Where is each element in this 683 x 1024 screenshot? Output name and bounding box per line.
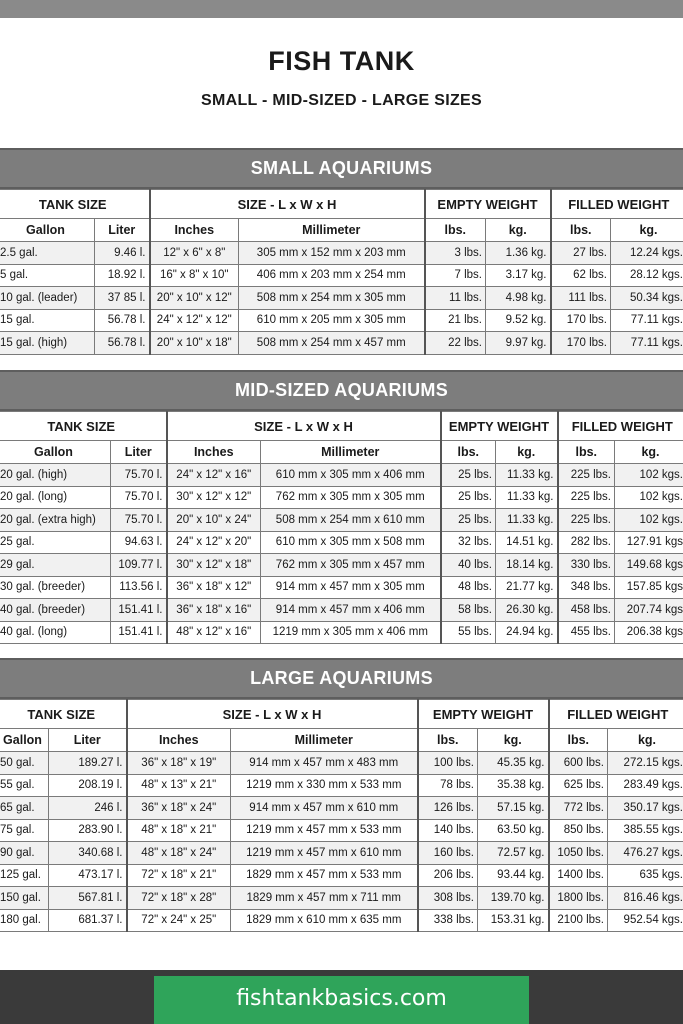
millimeter-cell: 1219 mm x 305 mm x 406 mm: [261, 621, 441, 644]
filled-lbs-cell: 62 lbs.: [551, 264, 611, 287]
tank-size-header: TANK SIZE: [0, 412, 167, 441]
filled-kg-cell: 476.27 kgs.: [608, 842, 683, 865]
liter-cell: 681.37 l.: [49, 909, 127, 932]
filled-kg-cell: 283.49 kgs.: [608, 774, 683, 797]
empty-lbs-cell: 25 lbs.: [441, 486, 496, 509]
inches-header: Inches: [150, 219, 239, 242]
empty-lbs-cell: 22 lbs.: [425, 332, 486, 355]
empty-lbs-cell: 25 lbs.: [441, 509, 496, 532]
empty-kg-cell: 153.31 kg.: [478, 909, 549, 932]
filled-lbs-cell: 282 lbs.: [558, 531, 615, 554]
empty-lbs-cell: 126 lbs.: [418, 797, 478, 820]
filled-lbs-cell: 27 lbs.: [551, 242, 611, 265]
filled-kg-cell: 272.15 kgs.: [608, 752, 683, 775]
filled-weight-header: FILLED WEIGHT: [549, 700, 683, 729]
millimeter-header: Millimeter: [231, 729, 418, 752]
liter-cell: 113.56 l.: [111, 576, 167, 599]
empty-lbs-cell: 21 lbs.: [425, 309, 486, 332]
filled-kg-cell: 28.12 kgs.: [611, 264, 683, 287]
filled-lbs-cell: 1400 lbs.: [549, 864, 608, 887]
inches-header: Inches: [127, 729, 231, 752]
table-row: [0, 599, 683, 622]
gallon-cell: 75 gal.: [0, 819, 49, 842]
millimeter-cell: 406 mm x 203 mm x 254 mm: [239, 264, 425, 287]
inches-cell: 48" x 18" x 24": [127, 842, 231, 865]
table-row: [0, 287, 683, 310]
empty-weight-header: EMPTY WEIGHT: [425, 190, 551, 219]
liter-cell: 151.41 l.: [111, 621, 167, 644]
empty-kg-cell: 11.33 kg.: [496, 464, 558, 487]
empty-kg-cell: 18.14 kg.: [496, 554, 558, 577]
inches-cell: 16" x 8" x 10": [150, 264, 239, 287]
gallon-cell: 30 gal. (breeder): [0, 576, 111, 599]
filled-kg-cell: 149.68 kgs: [615, 554, 683, 577]
section-large-aquariums: [0, 658, 683, 932]
millimeter-cell: 914 mm x 457 mm x 483 mm: [231, 752, 418, 775]
liter-cell: 189.27 l.: [49, 752, 127, 775]
kg-header: kg.: [496, 441, 558, 464]
tank-size-header: TANK SIZE: [0, 190, 150, 219]
filled-lbs-cell: 225 lbs.: [558, 486, 615, 509]
liter-cell: 75.70 l.: [111, 464, 167, 487]
inches-cell: 24" x 12" x 20": [167, 531, 261, 554]
liter-cell: 75.70 l.: [111, 509, 167, 532]
gallon-cell: 2.5 gal.: [0, 242, 95, 265]
empty-kg-cell: 139.70 kg.: [478, 887, 549, 910]
empty-lbs-cell: 338 lbs.: [418, 909, 478, 932]
inches-cell: 36" x 18" x 19": [127, 752, 231, 775]
millimeter-cell: 762 mm x 305 mm x 457 mm: [261, 554, 441, 577]
inches-cell: 30" x 12" x 12": [167, 486, 261, 509]
table-row: [0, 752, 683, 775]
inches-cell: 72" x 18" x 28": [127, 887, 231, 910]
empty-lbs-cell: 140 lbs.: [418, 819, 478, 842]
gallon-cell: 65 gal.: [0, 797, 49, 820]
table-row: [0, 864, 683, 887]
empty-lbs-cell: 11 lbs.: [425, 287, 486, 310]
empty-lbs-cell: 78 lbs.: [418, 774, 478, 797]
filled-lbs-cell: 330 lbs.: [558, 554, 615, 577]
filled-kg-cell: 207.74 kgs: [615, 599, 683, 622]
millimeter-header: Millimeter: [261, 441, 441, 464]
inches-cell: 48" x 18" x 21": [127, 819, 231, 842]
empty-lbs-cell: 32 lbs.: [441, 531, 496, 554]
filled-kg-cell: 77.11 kgs.: [611, 309, 683, 332]
kg-header: kg.: [608, 729, 683, 752]
filled-lbs-cell: 455 lbs.: [558, 621, 615, 644]
inches-cell: 24" x 12" x 12": [150, 309, 239, 332]
empty-kg-cell: 11.33 kg.: [496, 486, 558, 509]
millimeter-cell: 610 mm x 205 mm x 305 mm: [239, 309, 425, 332]
site-link[interactable]: fishtankbasics.com: [154, 976, 529, 1024]
table-row: [0, 819, 683, 842]
gallon-cell: 50 gal.: [0, 752, 49, 775]
gallon-cell: 29 gal.: [0, 554, 111, 577]
liter-cell: 246 l.: [49, 797, 127, 820]
inches-cell: 20" x 10" x 12": [150, 287, 239, 310]
empty-lbs-cell: 160 lbs.: [418, 842, 478, 865]
filled-kg-cell: 127.91 kgs: [615, 531, 683, 554]
empty-lbs-cell: 206 lbs.: [418, 864, 478, 887]
inches-cell: 30" x 12" x 18": [167, 554, 261, 577]
inches-cell: 12" x 6" x 8": [150, 242, 239, 265]
empty-kg-cell: 14.51 kg.: [496, 531, 558, 554]
gallon-cell: 15 gal. (high): [0, 332, 95, 355]
lbs-header: lbs.: [425, 219, 486, 242]
millimeter-cell: 1829 mm x 457 mm x 711 mm: [231, 887, 418, 910]
liter-cell: 56.78 l.: [95, 309, 150, 332]
filled-lbs-cell: 1800 lbs.: [549, 887, 608, 910]
millimeter-cell: 610 mm x 305 mm x 508 mm: [261, 531, 441, 554]
millimeter-cell: 1219 mm x 330 mm x 533 mm: [231, 774, 418, 797]
inches-cell: 48" x 12" x 16": [167, 621, 261, 644]
millimeter-cell: 305 mm x 152 mm x 203 mm: [239, 242, 425, 265]
dimensions-header: SIZE - L x W x H: [167, 412, 441, 441]
table-row: [0, 464, 683, 487]
table-row: [0, 621, 683, 644]
filled-lbs-cell: 170 lbs.: [551, 332, 611, 355]
millimeter-cell: 508 mm x 254 mm x 305 mm: [239, 287, 425, 310]
empty-kg-cell: 45.35 kg.: [478, 752, 549, 775]
empty-kg-cell: 4.98 kg.: [486, 287, 551, 310]
liter-cell: 9.46 l.: [95, 242, 150, 265]
empty-lbs-cell: 58 lbs.: [441, 599, 496, 622]
liter-cell: 340.68 l.: [49, 842, 127, 865]
table-row: [0, 242, 683, 265]
gallon-cell: 5 gal.: [0, 264, 95, 287]
large-aquariums-table: [0, 699, 683, 932]
filled-lbs-cell: 850 lbs.: [549, 819, 608, 842]
table-row: [0, 774, 683, 797]
liter-cell: 567.81 l.: [49, 887, 127, 910]
table-row: [0, 509, 683, 532]
lbs-header: lbs.: [558, 441, 615, 464]
filled-lbs-cell: 1050 lbs.: [549, 842, 608, 865]
filled-lbs-cell: 111 lbs.: [551, 287, 611, 310]
table-row: [0, 309, 683, 332]
gallon-cell: 10 gal. (leader): [0, 287, 95, 310]
filled-kg-cell: 102 kgs.: [615, 509, 683, 532]
empty-lbs-cell: 308 lbs.: [418, 887, 478, 910]
gallon-cell: 125 gal.: [0, 864, 49, 887]
millimeter-cell: 1219 mm x 457 mm x 533 mm: [231, 819, 418, 842]
inches-cell: 36" x 18" x 24": [127, 797, 231, 820]
page-title: FISH TANK: [268, 46, 415, 76]
filled-kg-cell: 206.38 kgs: [615, 621, 683, 644]
kg-header: kg.: [478, 729, 549, 752]
filled-kg-cell: 157.85 kgs: [615, 576, 683, 599]
millimeter-cell: 1829 mm x 457 mm x 533 mm: [231, 864, 418, 887]
table-row: [0, 887, 683, 910]
filled-weight-header: FILLED WEIGHT: [558, 412, 683, 441]
empty-weight-header: EMPTY WEIGHT: [441, 412, 558, 441]
empty-kg-cell: 57.15 kg.: [478, 797, 549, 820]
kg-header: kg.: [611, 219, 683, 242]
gallon-cell: 25 gal.: [0, 531, 111, 554]
millimeter-cell: 914 mm x 457 mm x 305 mm: [261, 576, 441, 599]
millimeter-cell: 610 mm x 305 mm x 406 mm: [261, 464, 441, 487]
liter-cell: 283.90 l.: [49, 819, 127, 842]
gallon-cell: 55 gal.: [0, 774, 49, 797]
liter-cell: 37 85 l.: [95, 287, 150, 310]
empty-lbs-cell: 48 lbs.: [441, 576, 496, 599]
millimeter-cell: 914 mm x 457 mm x 406 mm: [261, 599, 441, 622]
filled-kg-cell: 102 kgs.: [615, 486, 683, 509]
filled-kg-cell: 102 kgs.: [615, 464, 683, 487]
empty-kg-cell: 3.17 kg.: [486, 264, 551, 287]
empty-kg-cell: 26.30 kg.: [496, 599, 558, 622]
table-row: [0, 264, 683, 287]
liter-header: Liter: [49, 729, 127, 752]
kg-header: kg.: [615, 441, 683, 464]
empty-kg-cell: 21.77 kg.: [496, 576, 558, 599]
empty-kg-cell: 11.33 kg.: [496, 509, 558, 532]
gallon-cell: 15 gal.: [0, 309, 95, 332]
inches-cell: 48" x 13" x 21": [127, 774, 231, 797]
inches-cell: 20" x 10" x 18": [150, 332, 239, 355]
gallon-cell: 150 gal.: [0, 887, 49, 910]
top-bar: [0, 0, 683, 18]
millimeter-cell: 1829 mm x 610 mm x 635 mm: [231, 909, 418, 932]
empty-lbs-cell: 3 lbs.: [425, 242, 486, 265]
table-row: [0, 909, 683, 932]
table-row: [0, 842, 683, 865]
filled-kg-cell: 12.24 kgs.: [611, 242, 683, 265]
gallon-header: Gallon: [0, 219, 95, 242]
small-aquariums-table: [0, 189, 683, 355]
filled-kg-cell: 952.54 kgs.: [608, 909, 683, 932]
filled-lbs-cell: 458 lbs.: [558, 599, 615, 622]
filled-kg-cell: 816.46 kgs.: [608, 887, 683, 910]
table-row: [0, 486, 683, 509]
filled-lbs-cell: 600 lbs.: [549, 752, 608, 775]
liter-header: Liter: [111, 441, 167, 464]
filled-lbs-cell: 170 lbs.: [551, 309, 611, 332]
filled-lbs-cell: 348 lbs.: [558, 576, 615, 599]
gallon-cell: 90 gal.: [0, 842, 49, 865]
empty-lbs-cell: 55 lbs.: [441, 621, 496, 644]
table-row: [0, 797, 683, 820]
inches-header: Inches: [167, 441, 261, 464]
liter-header: Liter: [95, 219, 150, 242]
section-title: LARGE AQUARIUMS: [0, 658, 683, 699]
table-row: [0, 576, 683, 599]
gallon-cell: 20 gal. (extra high): [0, 509, 111, 532]
gallon-header: Gallon: [0, 729, 49, 752]
inches-cell: 36" x 18" x 12": [167, 576, 261, 599]
lbs-header: lbs.: [549, 729, 608, 752]
inches-cell: 24" x 12" x 16": [167, 464, 261, 487]
gallon-cell: 40 gal. (breeder): [0, 599, 111, 622]
filled-kg-cell: 350.17 kgs.: [608, 797, 683, 820]
section-small-aquariums: [0, 148, 683, 355]
inches-cell: 36" x 18" x 16": [167, 599, 261, 622]
empty-lbs-cell: 100 lbs.: [418, 752, 478, 775]
filled-lbs-cell: 225 lbs.: [558, 509, 615, 532]
dimensions-header: SIZE - L x W x H: [150, 190, 425, 219]
section-title: SMALL AQUARIUMS: [0, 148, 683, 189]
empty-kg-cell: 63.50 kg.: [478, 819, 549, 842]
gallon-cell: 180 gal.: [0, 909, 49, 932]
mid-sized-aquariums-table: [0, 411, 683, 644]
kg-header: kg.: [486, 219, 551, 242]
filled-kg-cell: 77.11 kgs.: [611, 332, 683, 355]
lbs-header: lbs.: [551, 219, 611, 242]
filled-weight-header: FILLED WEIGHT: [551, 190, 683, 219]
empty-lbs-cell: 7 lbs.: [425, 264, 486, 287]
empty-kg-cell: 1.36 kg.: [486, 242, 551, 265]
millimeter-cell: 762 mm x 305 mm x 305 mm: [261, 486, 441, 509]
empty-lbs-cell: 40 lbs.: [441, 554, 496, 577]
inches-cell: 72" x 24" x 25": [127, 909, 231, 932]
table-row: [0, 332, 683, 355]
millimeter-cell: 1219 mm x 457 mm x 610 mm: [231, 842, 418, 865]
filled-kg-cell: 635 kgs.: [608, 864, 683, 887]
liter-cell: 18.92 l.: [95, 264, 150, 287]
gallon-cell: 20 gal. (long): [0, 486, 111, 509]
lbs-header: lbs.: [418, 729, 478, 752]
liter-cell: 109.77 l.: [111, 554, 167, 577]
empty-weight-header: EMPTY WEIGHT: [418, 700, 549, 729]
empty-kg-cell: 24.94 kg.: [496, 621, 558, 644]
inches-cell: 72" x 18" x 21": [127, 864, 231, 887]
section-mid-sized-aquariums: [0, 370, 683, 644]
liter-cell: 473.17 l.: [49, 864, 127, 887]
filled-lbs-cell: 625 lbs.: [549, 774, 608, 797]
millimeter-cell: 508 mm x 254 mm x 457 mm: [239, 332, 425, 355]
inches-cell: 20" x 10" x 24": [167, 509, 261, 532]
filled-lbs-cell: 772 lbs.: [549, 797, 608, 820]
page-subtitle: SMALL - MID-SIZED - LARGE SIZES: [200, 92, 482, 109]
filled-kg-cell: 50.34 kgs.: [611, 287, 683, 310]
table-row: [0, 531, 683, 554]
liter-cell: 94.63 l.: [111, 531, 167, 554]
dimensions-header: SIZE - L x W x H: [127, 700, 418, 729]
liter-cell: 75.70 l.: [111, 486, 167, 509]
tank-size-header: TANK SIZE: [0, 700, 127, 729]
empty-kg-cell: 72.57 kg.: [478, 842, 549, 865]
empty-kg-cell: 35.38 kg.: [478, 774, 549, 797]
gallon-cell: 40 gal. (long): [0, 621, 111, 644]
empty-kg-cell: 9.52 kg.: [486, 309, 551, 332]
liter-cell: 208.19 l.: [49, 774, 127, 797]
filled-kg-cell: 385.55 kgs.: [608, 819, 683, 842]
gallon-cell: 20 gal. (high): [0, 464, 111, 487]
empty-lbs-cell: 25 lbs.: [441, 464, 496, 487]
millimeter-cell: 508 mm x 254 mm x 610 mm: [261, 509, 441, 532]
filled-lbs-cell: 2100 lbs.: [549, 909, 608, 932]
gallon-header: Gallon: [0, 441, 111, 464]
table-row: [0, 554, 683, 577]
lbs-header: lbs.: [441, 441, 496, 464]
liter-cell: 56.78 l.: [95, 332, 150, 355]
millimeter-cell: 914 mm x 457 mm x 610 mm: [231, 797, 418, 820]
millimeter-header: Millimeter: [239, 219, 425, 242]
liter-cell: 151.41 l.: [111, 599, 167, 622]
filled-lbs-cell: 225 lbs.: [558, 464, 615, 487]
empty-kg-cell: 93.44 kg.: [478, 864, 549, 887]
section-title: MID-SIZED AQUARIUMS: [0, 370, 683, 411]
empty-kg-cell: 9.97 kg.: [486, 332, 551, 355]
